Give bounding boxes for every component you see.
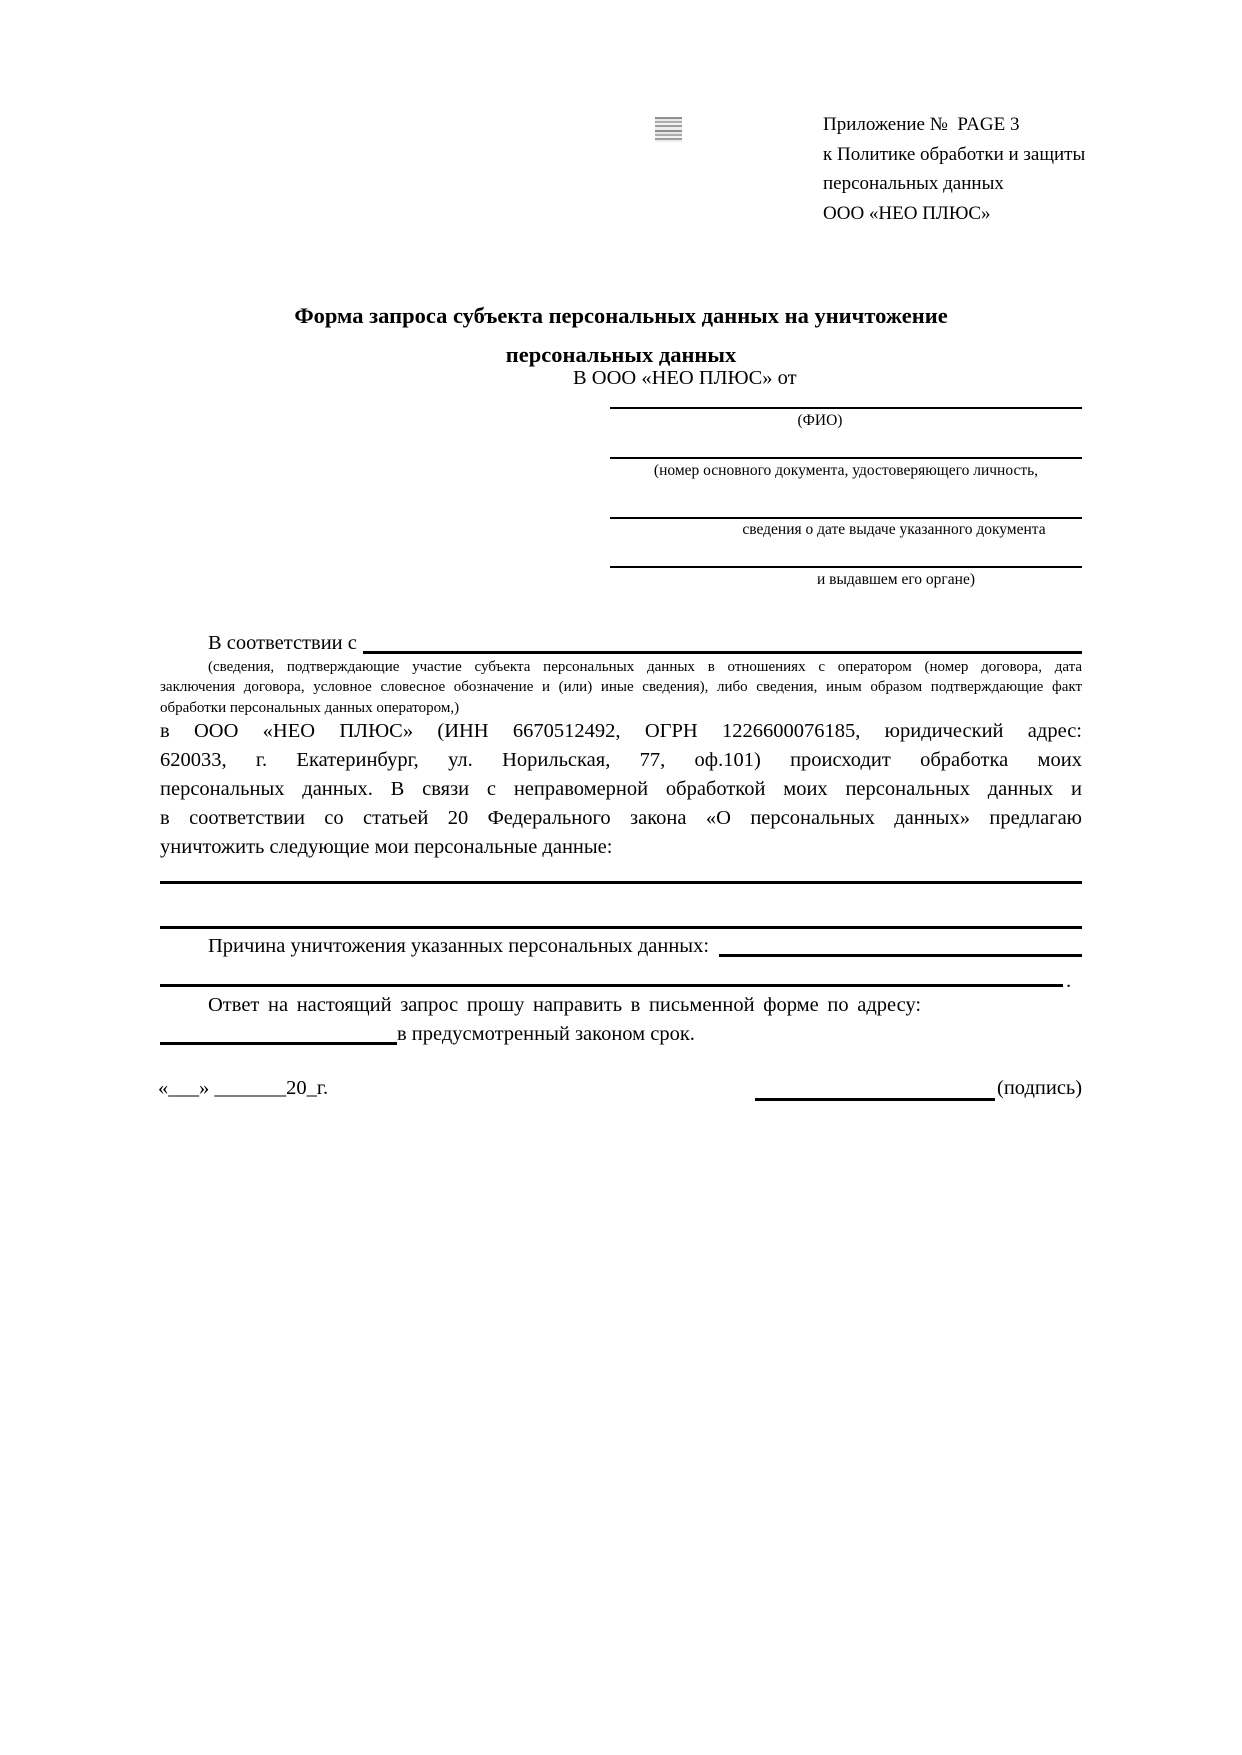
response-address-row xyxy=(160,1020,1082,1049)
note-line: (сведения, подтверждающие участие субъекта персональных данных в отношениях с оператором (номер договора, дата xyxy=(208,659,1082,675)
note-line: заключения договора, условное словесное обозначение и (или) иные сведения), либо сведения, иным образом подтверждающие факт xyxy=(160,679,1082,696)
policy-ref-line1: к Политике обработки и защиты xyxy=(823,143,1086,165)
reason-blank-line xyxy=(719,932,1082,957)
body-line: в ООО «НЕО ПЛЮС» (ИНН 6670512492, ОГРН 1226600076185, юридический адрес: xyxy=(160,720,1082,742)
issue-date-blank-line xyxy=(610,517,1082,519)
id-doc-blank-line xyxy=(610,457,1082,459)
body-line: уничтожить следующие мои персональные данные: xyxy=(160,835,613,858)
accordance-lead-text: В соответствии с xyxy=(208,632,357,654)
fio-blank-line xyxy=(610,407,1082,409)
body-line: в соответствии со статьей 20 Федерального закона «О персональных данных» предлагаю xyxy=(160,806,1082,829)
details-blank-line-2 xyxy=(160,926,1082,929)
signature-caption: (подпись) xyxy=(997,1077,1083,1099)
body-paragraph xyxy=(160,717,1082,862)
details-blank-line-1 xyxy=(160,881,1082,884)
appendix-number: Приложение № PAGE 3 xyxy=(823,114,1020,135)
reason-line-terminator: . xyxy=(1066,970,1072,992)
id-doc-label: (номер основного документа, удостоверяющего личность, xyxy=(653,462,1039,479)
issuing-authority-blank-line xyxy=(610,566,1082,568)
body-line: персональных данных. В связи с неправомерной обработкой моих персональных данных и xyxy=(160,777,1082,800)
title-line-1: Форма запроса субъекта персональных данных на уничтожение xyxy=(294,303,948,328)
response-line: Ответ на настоящий запрос прошу направить в письменной форме по адресу: xyxy=(208,994,922,1016)
embedded-object-icon xyxy=(655,117,682,142)
fio-label: (ФИО) xyxy=(797,412,843,429)
response-address-blank-line xyxy=(160,1020,397,1045)
issuing-authority-label: и выдавшем его органе) xyxy=(816,571,976,588)
document-title xyxy=(160,296,1082,374)
reason-row xyxy=(160,932,1082,961)
issue-date-label: сведения о дате выдаче указанного документа xyxy=(742,521,1046,538)
signature-blank-line xyxy=(755,1098,995,1101)
reason-lead-text: Причина уничтожения указанных персональных данных: xyxy=(208,935,710,957)
title-line-2: персональных данных xyxy=(505,342,737,367)
appendix-header xyxy=(823,110,1153,228)
reason-blank-line-2 xyxy=(160,984,1063,987)
body-line: 620033, г. Екатеринбург, ул. Норильская, 77, оф.101) происходит обработка моих xyxy=(160,748,1082,771)
accordance-note xyxy=(160,657,1082,718)
accordance-blank-line xyxy=(363,629,1082,654)
response-tail-text: в предусмотренный законом срок. xyxy=(397,1023,695,1045)
policy-ref-line2: персональных данных xyxy=(823,173,1004,194)
date-blank-field: «___» _______20_г. xyxy=(158,1077,329,1099)
company-name: ООО «НЕО ПЛЮС» xyxy=(823,202,991,224)
note-line: обработки персональных данных оператором,) xyxy=(160,699,460,716)
accordance-row xyxy=(160,629,1082,658)
addressee-line: В ООО «НЕО ПЛЮС» от xyxy=(573,367,797,389)
